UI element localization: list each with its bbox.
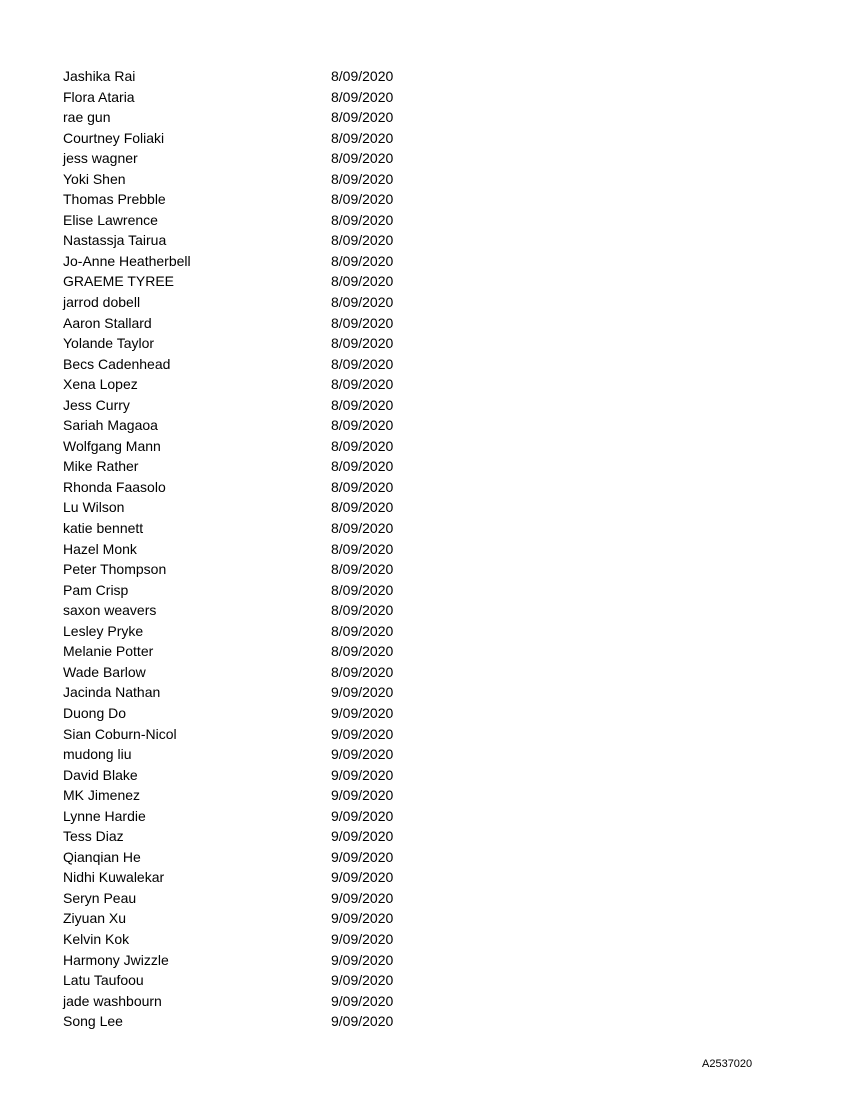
row-date: 8/09/2020 [331, 376, 394, 393]
row-date: 8/09/2020 [331, 458, 394, 475]
list-row [63, 539, 483, 560]
row-name: Aaron Stallard [63, 314, 152, 331]
signatory-list [63, 66, 483, 1032]
row-name: Lynne Hardie [63, 807, 146, 824]
row-name: Duong Do [63, 704, 127, 721]
row-name: mudong liu [63, 746, 132, 763]
row-date: 8/09/2020 [331, 417, 394, 434]
list-row [63, 765, 483, 786]
row-name: Pam Crisp [63, 581, 129, 598]
list-row [63, 374, 483, 395]
list-row [63, 641, 483, 662]
row-date: 8/09/2020 [331, 520, 394, 537]
row-date: 9/09/2020 [331, 725, 394, 742]
list-row [63, 867, 483, 888]
row-name: rae gun [63, 109, 111, 126]
list-row [63, 148, 483, 169]
row-name: Ziyuan Xu [63, 910, 127, 927]
list-row [63, 477, 483, 498]
row-date: 8/09/2020 [331, 602, 394, 619]
row-date: 8/09/2020 [331, 561, 394, 578]
row-date: 9/09/2020 [331, 807, 394, 824]
list-row [63, 580, 483, 601]
list-row [63, 251, 483, 272]
row-name: Mike Rather [63, 458, 139, 475]
row-date: 9/09/2020 [331, 951, 394, 968]
row-name: Wade Barlow [63, 663, 146, 680]
row-date: 9/09/2020 [331, 746, 394, 763]
list-row [63, 87, 483, 108]
list-row [63, 682, 483, 703]
row-name: saxon weavers [63, 602, 157, 619]
row-name: Yolande Taylor [63, 335, 155, 352]
list-row [63, 518, 483, 539]
list-row [63, 785, 483, 806]
document-id: A2537020 [702, 1058, 753, 1070]
row-date: 8/09/2020 [331, 396, 394, 413]
list-row [63, 415, 483, 436]
row-name: Becs Cadenhead [63, 355, 171, 372]
list-row [63, 189, 483, 210]
row-name: Elise Lawrence [63, 211, 158, 228]
list-row [63, 991, 483, 1012]
list-row [63, 107, 483, 128]
list-row [63, 621, 483, 642]
row-name: Yoki Shen [63, 170, 126, 187]
row-name: Sariah Magaoa [63, 417, 158, 434]
row-name: Jashika Rai [63, 68, 136, 84]
row-date: 8/09/2020 [331, 437, 394, 454]
list-row [63, 271, 483, 292]
row-date: 8/09/2020 [331, 478, 394, 495]
row-date: 8/09/2020 [331, 581, 394, 598]
row-name: Xena Lopez [63, 376, 138, 393]
list-row [63, 908, 483, 929]
row-name: Jess Curry [63, 396, 130, 413]
row-date: 8/09/2020 [331, 355, 394, 372]
row-date: 9/09/2020 [331, 787, 394, 804]
row-date: 8/09/2020 [331, 622, 394, 639]
row-date: 8/09/2020 [331, 643, 394, 660]
list-row [63, 600, 483, 621]
row-name: Melanie Potter [63, 643, 154, 660]
row-date: 8/09/2020 [331, 68, 394, 84]
row-date: 8/09/2020 [331, 88, 394, 105]
list-row [63, 888, 483, 909]
row-name: David Blake [63, 766, 138, 783]
list-row [63, 703, 483, 724]
list-row [63, 929, 483, 950]
row-date: 9/09/2020 [331, 828, 394, 845]
row-date: 8/09/2020 [331, 150, 394, 167]
row-name: Jacinda Nathan [63, 684, 161, 701]
list-row [63, 497, 483, 518]
list-row [63, 1011, 483, 1032]
row-date: 9/09/2020 [331, 684, 394, 701]
row-date: 8/09/2020 [331, 335, 394, 352]
row-date: 9/09/2020 [331, 889, 394, 906]
row-date: 9/09/2020 [331, 766, 394, 783]
row-date: 8/09/2020 [331, 252, 394, 269]
row-name: Harmony Jwizzle [63, 951, 169, 968]
row-name: Qianqian He [63, 848, 141, 865]
list-row [63, 169, 483, 190]
row-name: Courtney Foliaki [63, 129, 165, 146]
list-row [63, 210, 483, 231]
row-name: Nastassja Tairua [63, 232, 167, 249]
row-name: Lesley Pryke [63, 622, 144, 639]
list-row [63, 333, 483, 354]
row-date: 9/09/2020 [331, 704, 394, 721]
row-date: 9/09/2020 [331, 972, 394, 989]
row-name: Wolfgang Mann [63, 437, 161, 454]
list-row [63, 436, 483, 457]
row-date: 8/09/2020 [331, 663, 394, 680]
row-name: Peter Thompson [63, 561, 167, 578]
row-date: 9/09/2020 [331, 930, 394, 947]
row-name: Rhonda Faasolo [63, 478, 166, 495]
row-name: Nidhi Kuwalekar [63, 869, 165, 886]
list-row [63, 662, 483, 683]
row-name: Song Lee [63, 1013, 123, 1030]
row-date: 8/09/2020 [331, 232, 394, 249]
row-name: Sian Coburn-Nicol [63, 725, 177, 742]
row-name: Lu Wilson [63, 499, 125, 516]
row-date: 8/09/2020 [331, 540, 394, 557]
list-row [63, 806, 483, 827]
row-name: Tess Diaz [63, 828, 124, 845]
row-name: MK Jimenez [63, 787, 141, 804]
row-date: 9/09/2020 [331, 1013, 394, 1030]
row-name: Hazel Monk [63, 540, 137, 557]
row-date: 8/09/2020 [331, 191, 394, 208]
list-row [63, 559, 483, 580]
row-date: 8/09/2020 [331, 129, 394, 146]
row-date: 9/09/2020 [331, 869, 394, 886]
row-name: Jo-Anne Heatherbell [63, 252, 191, 269]
row-name: Latu Taufoou [63, 972, 144, 989]
row-name: jade washbourn [63, 992, 162, 1009]
list-row [63, 826, 483, 847]
row-name: GRAEME TYREE [63, 273, 174, 290]
list-row [63, 847, 483, 868]
list-row [63, 313, 483, 334]
list-row [63, 292, 483, 313]
row-name: Flora Ataria [63, 88, 135, 105]
list-row [63, 744, 483, 765]
row-name: katie bennett [63, 520, 144, 537]
row-date: 9/09/2020 [331, 992, 394, 1009]
row-date: 8/09/2020 [331, 314, 394, 331]
row-date: 8/09/2020 [331, 170, 394, 187]
row-name: jess wagner [63, 150, 138, 167]
row-name: jarrod dobell [63, 294, 141, 311]
row-date: 8/09/2020 [331, 109, 394, 126]
row-date: 8/09/2020 [331, 273, 394, 290]
list-row [63, 395, 483, 416]
list-row [63, 354, 483, 375]
list-row [63, 950, 483, 971]
row-date: 8/09/2020 [331, 499, 394, 516]
list-row [63, 724, 483, 745]
list-row [63, 128, 483, 149]
row-date: 8/09/2020 [331, 211, 394, 228]
row-date: 9/09/2020 [331, 910, 394, 927]
row-date: 9/09/2020 [331, 848, 394, 865]
row-name: Seryn Peau [63, 889, 137, 906]
row-name: Thomas Prebble [63, 191, 166, 208]
list-row [63, 970, 483, 991]
list-row [63, 230, 483, 251]
row-name: Kelvin Kok [63, 930, 130, 947]
row-date: 8/09/2020 [331, 294, 394, 311]
list-row [63, 456, 483, 477]
list-row [63, 66, 483, 87]
